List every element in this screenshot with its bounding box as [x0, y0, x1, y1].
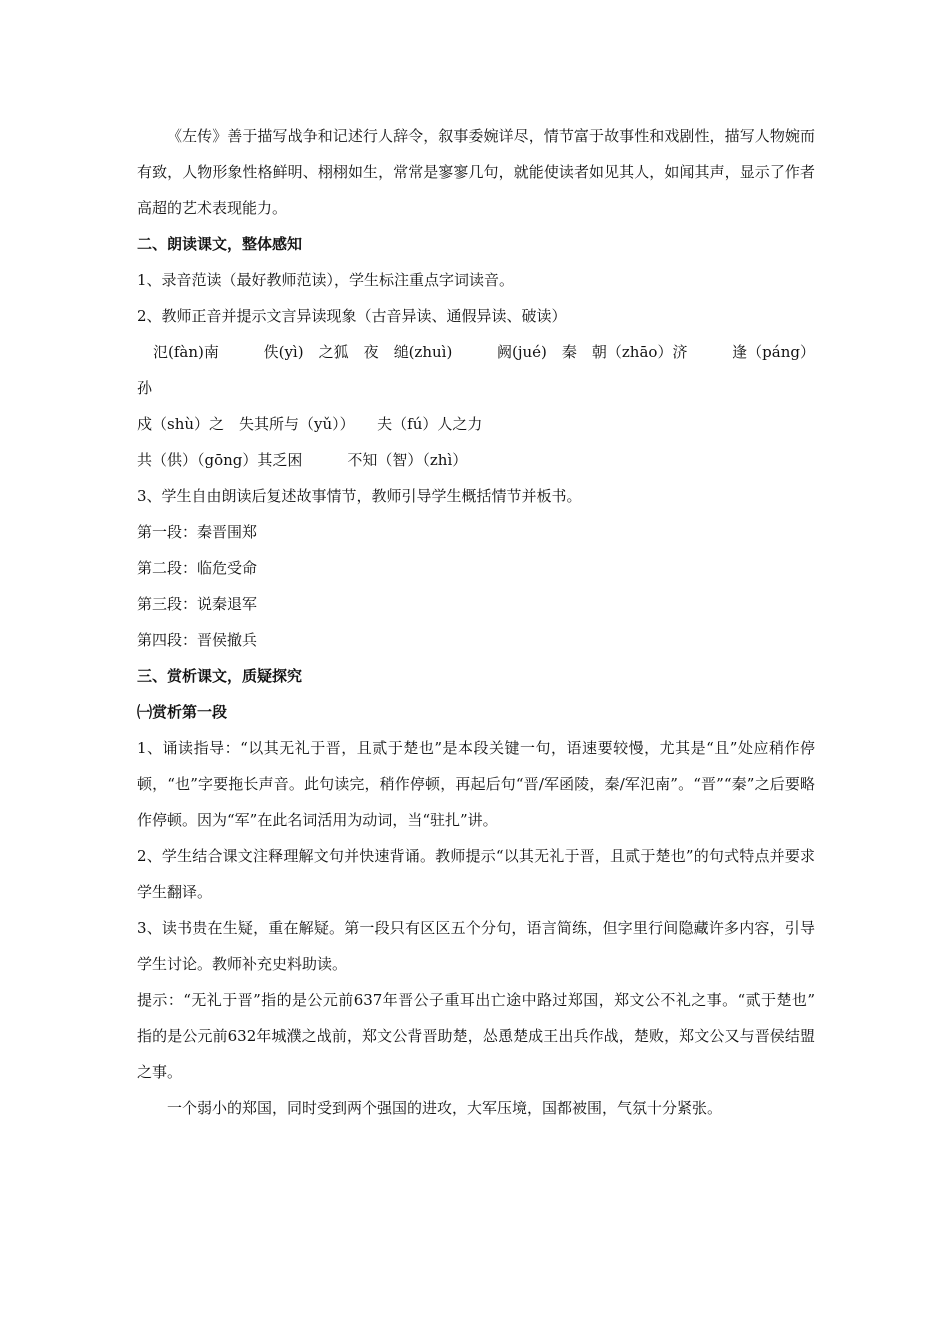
closing-paragraph: 一个弱小的郑国，同时受到两个强国的进攻，大军压境，国都被围，气氛十分紧张。: [167, 1099, 723, 1117]
pinyin-word: 逢（páng）: [732, 343, 815, 361]
pinyin-word: 氾(fàn)南: [153, 343, 219, 361]
plot-item-1: 第一段：秦晋围郑: [137, 523, 258, 541]
intro-paragraph: 《左传》善于描写战争和记述行人辞令，叙事委婉详尽，情节富于故事性和戏剧性，描写人物婉而有致，人物形象性格鲜明、栩栩如生，常常是寥寥几句，就能使读者如见其人，如闻其声，显示了作者高超的艺术表现能力。: [137, 127, 815, 217]
pinyin-word: 阙(jué) 秦 朝（zhāo）济: [497, 343, 688, 361]
section-heading-reading: 二、朗读课文，整体感知: [137, 235, 303, 253]
pinyin-row-3: 共（供）（gōng）其乏困 不知（智）（zhì）: [137, 451, 468, 469]
subheading-paragraph-one: ㈠赏析第一段: [137, 703, 228, 721]
plot-item-2: 第二段：临危受命: [137, 559, 258, 577]
document-page: [137, 118, 815, 1126]
plot-item-4: 第四段：晋侯撤兵: [137, 631, 258, 649]
reading-step-2: 2、教师正音并提示文言异读现象（古音异读、通假异读、破读）: [137, 307, 567, 325]
analysis-step-3: 3、读书贵在生疑，重在解疑。第一段只有区区五个分句，语言简练，但字里行间隐藏许多内容，引导学生讨论。教师补充史料助读。: [137, 919, 815, 973]
pinyin-row-1: [137, 334, 815, 370]
plot-item-3: 第三段：说秦退军: [137, 595, 258, 613]
pinyin-word: 佚(yì) 之狐 夜 缒(zhuì): [263, 343, 453, 361]
reading-step-1: 1、录音范读（最好教师范读），学生标注重点字词读音。: [137, 271, 515, 289]
analysis-step-2: 2、学生结合课文注释理解文句并快速背诵。教师提示“以其无礼于晋，且贰于楚也”的句式特点并要求学生翻译。: [137, 847, 815, 901]
section-heading-analysis: 三、赏析课文，质疑探究: [137, 667, 303, 685]
pinyin-row-2: 戍（shù）之 失其所与（yǔ）） 夫（fú）人之力: [137, 415, 483, 433]
analysis-step-1: 1、诵读指导：“以其无礼于晋，且贰于楚也”是本段关键一句，语速要较慢，尤其是“且”处应稍作停顿，“也”字要拖长声音。此句读完，稍作停顿，再起后句“晋/军函陵，秦/军氾南”。“晋”“秦”之后要略作停顿。因为“军”在此名词活用为动词，当“驻扎”讲。: [137, 739, 815, 829]
reading-step-3: 3、学生自由朗读后复述故事情节，教师引导学生概括情节并板书。: [137, 487, 582, 505]
pinyin-row-1-tail: 孙: [137, 379, 153, 397]
analysis-hint: 提示：“无礼于晋”指的是公元前637年晋公子重耳出亡途中路过郑国，郑文公不礼之事。“贰于楚也” 指的是公元前632年城濮之战前，郑文公背晋助楚，怂恿楚成王出兵作战，楚败，郑文公又与晋侯结盟之事。: [137, 991, 815, 1081]
